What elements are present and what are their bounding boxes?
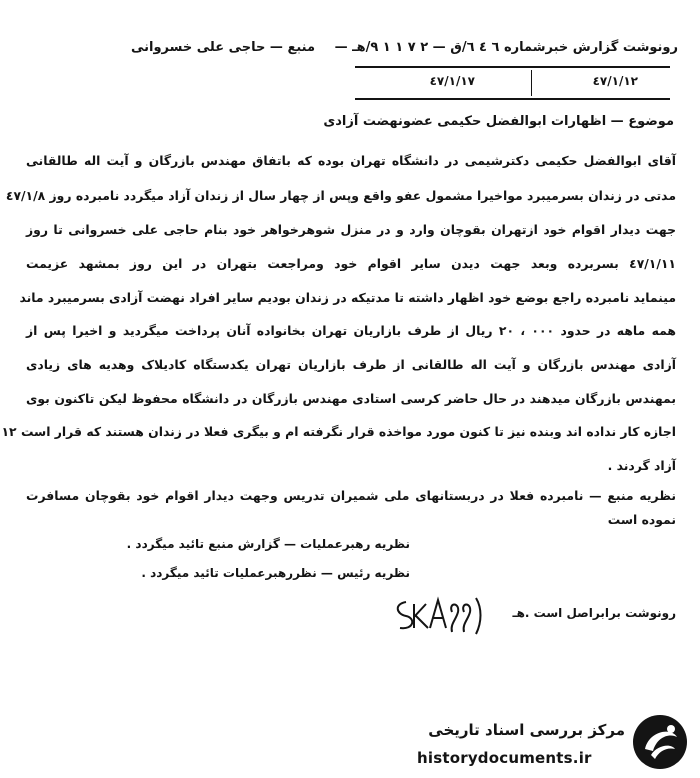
source-opinion-line: نظریه منبع — نامبرده فعلا در دربستانهای ملی شمیران تدریس وجهت دیدار اقوام خود بقوچان مسافرت [26,488,676,503]
header-rule-top [355,66,670,68]
body-line: ٤٧/١/١١ بسربرده وبعد جهت دیدن سایر اقوام خود ومراجعت بتهران در این روز بمشهد عزیمت [26,256,676,271]
body-line: جهت دیدار اقوام خود ازتهران بقوچان وارد و در منزل شوهرخواهر خود بنام حاجی علی خسروانی تا روز [26,222,676,237]
archive-watermark [395,705,695,775]
report-source: منبع — حاجی علی خسروانی [130,40,315,55]
head-opinion: نظریه رئیس — نظررهبرعملیات تائید میگردد . [141,566,410,580]
source-opinion-line: نموده است [607,512,676,527]
archive-url: historydocuments.ir [417,749,592,767]
body-line: اجازه کار نداده اند وبنده نیز تا کنون مورد مواخذه قرار نگرفته ام و بیگری فعلا در زندان هستند که قرار است ۱۲ [1,424,676,439]
date-received: ٤٧/١/١٢ [592,74,638,88]
archive-name: مرکز بررسی اسناد تاریخی [428,721,625,739]
archive-emblem-icon [631,713,689,771]
body-line: آزاد گردند . [607,458,676,473]
copy-statement: رونوشت برابراصل است .هـ [512,606,676,620]
report-subject: موضوع — اظهارات ابوالفضل حکیمی عضونهضت آزادی [323,114,674,129]
body-line: مدتی در زندان بسرمیبرد مواخیرا مشمول عفو واقع وپس از چهار سال از زندان آزاد میگردد نامبرده روز ٤٧/١/٨ [5,188,676,203]
header-rule-mid [531,70,533,96]
report-copy-note: رونوشت گزارش خبرشماره ٦ ٤ ٦/ق — ٢ ٧ ١ ١ ٩/هـ — [334,40,678,55]
ops-chief-opinion: نظریه رهبرعملیات — گزارش منبع تائید میگردد . [126,537,410,551]
date-report: ٤٧/١/١٧ [429,74,475,88]
body-line: بمهندس بازرگان میدهند در حال حاضر کرسی استادی مهندس بازرگان در دانشگاه محفوظ لیکن تاکنون بوی [26,391,676,406]
body-line: همه ماهه در حدود ۰۰۰ ، ۲۰ ریال از طرف بازاریان تهران بخانواده آنان پرداخت میگردید و اخیرا پس از [26,323,676,338]
body-line: مینماید نامبرده راجع بوضع خود اظهار داشته تا مدتیکه در زندان بودیم سایر افراد نهضت آزادی بسرمیبرد ماند [19,290,676,305]
body-line: آزادی مهندس بازرگان و آیت اله طالقانی از طرف بازاریان تهران یکدستگاه کادیلاک وهدیه های زیادی [26,357,676,372]
body-line: آقای ابوالفضل حکیمی دکترشیمی در دانشگاه تهران بوده که باتفاق مهندس بازرگان و آیت اله طالقانی [26,153,676,168]
handwritten-signature [392,592,484,638]
header-rule-bottom [355,98,670,100]
